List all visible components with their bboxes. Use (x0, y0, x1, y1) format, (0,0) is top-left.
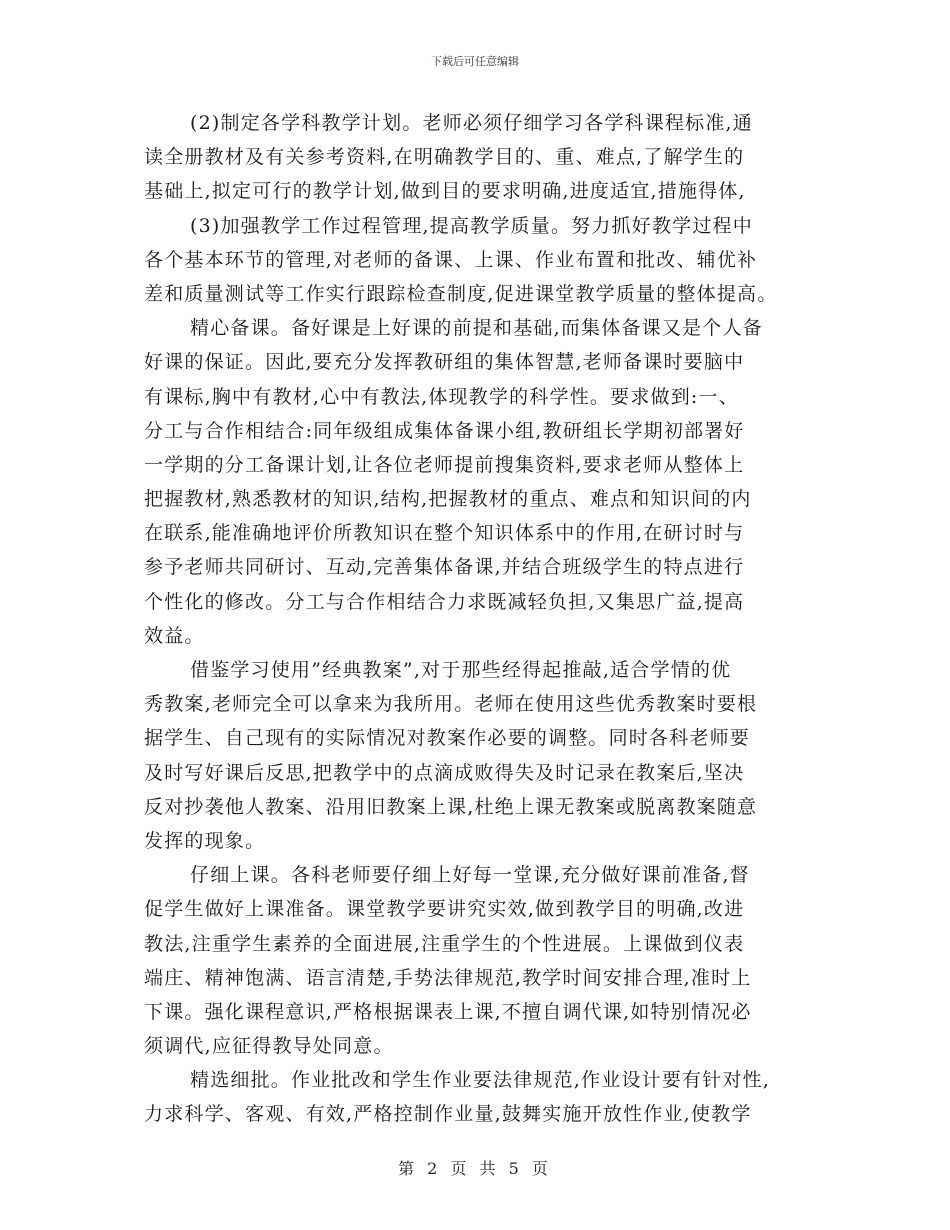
text-line: 有课标,胸中有教材,心中有教法,体现教学的科学性。要求做到:一、 (144, 385, 739, 408)
text-line: 据学生、自己现有的实际情况对教案作必要的调整。同时各科老师要 (144, 727, 751, 750)
text-line: 一学期的分工备课计划,让各位老师提前搜集资料,要求老师从整体上 (144, 453, 745, 476)
text-line: 借鉴学习使用”经典教案”,对于那些经得起推敲,适合学情的优 (190, 659, 732, 681)
text-line: 读全册教材及有关参考资料,在明确教学目的、重、难点,了解学生的 (144, 146, 745, 169)
text-line: 把握教材,熟悉教材的知识,结构,把握教材的重点、难点和知识间的内 (144, 488, 752, 511)
text-line: 分工与合作相结合:同年级组成集体备课小组,教研组长学期初部署好 (144, 419, 745, 442)
document-body (144, 106, 824, 1132)
page-number-footer: 第 2 页 共 5 页 (398, 1159, 552, 1178)
text-line: 好课的保证。因此,要充分发挥教研组的集体智慧,老师备课时要脑中 (144, 351, 745, 374)
text-line: 秀教案,老师完全可以拿来为我所用。老师在使用这些优秀教案时要根 (144, 693, 758, 716)
page-header: 下载后可任意编辑 (431, 55, 519, 68)
text-line: 在联系,能准确地评价所教知识在整个知识体系中的作用,在研讨时与 (144, 522, 745, 545)
text-line: 端庄、精神饱满、语言清楚,手势法律规范,教学时间安排合理,准时上 (144, 966, 752, 989)
text-line: 须调代,应征得教导处同意。 (144, 1035, 394, 1058)
text-line: 反对抄袭他人教案、沿用旧教案上课,杜绝上课无教案或脱离教案随意 (144, 795, 758, 818)
text-line: 精选细批。作业批改和学生作业要法律规范,作业设计要有针对性, (190, 1069, 771, 1092)
text-line: 教法,注重学生素养的全面进展,注重学生的个性进展。上课做到仪表 (144, 932, 745, 955)
text-line: (2)制定各学科教学计划。老师必须仔细学习各学科课程标准,通 (190, 112, 753, 134)
text-line: 及时写好课后反思,把教学中的点滴成败得失及时记录在教案后,坚决 (144, 761, 745, 784)
text-line: 效益。 (144, 624, 205, 647)
text-line: 下课。强化课程意识,严格根据课表上课,不擅自调代课,如特别情况必 (144, 1000, 752, 1023)
text-line: 仔细上课。各科老师要仔细上好每一堂课,充分做好课前准备,督 (190, 864, 750, 887)
text-line: 力求科学、客观、有效,严格控制作业量,鼓舞实施开放性作业,使教学 (144, 1103, 752, 1126)
text-line: 发挥的现象。 (144, 829, 266, 852)
text-line: 精心备课。备好课是上好课的前提和基础,而集体备课又是个人备 (190, 317, 763, 340)
text-line: 促学生做好上课准备。课堂教学要讲究实效,做到教学目的明确,改进 (144, 898, 745, 921)
text-line: 差和质量测试等工作实行跟踪检查制度,促进课堂教学质量的整体提高。 (144, 282, 778, 305)
text-line: (3)加强教学工作过程管理,提高教学质量。努力抓好教学过程中 (190, 214, 753, 237)
text-line: 各个基本环节的管理,对老师的备课、上课、作业布置和批改、辅优补 (144, 248, 758, 271)
text-line: 参予老师共同研讨、互动,完善集体备课,并结合班级学生的特点进行 (144, 556, 745, 579)
text-line: 个性化的修改。分工与合作相结合力求既减轻负担,又集思广益,提高 (144, 590, 745, 613)
text-line: 基础上,拟定可行的教学计划,做到目的要求明确,进度适宜,措施得体, (144, 180, 746, 203)
